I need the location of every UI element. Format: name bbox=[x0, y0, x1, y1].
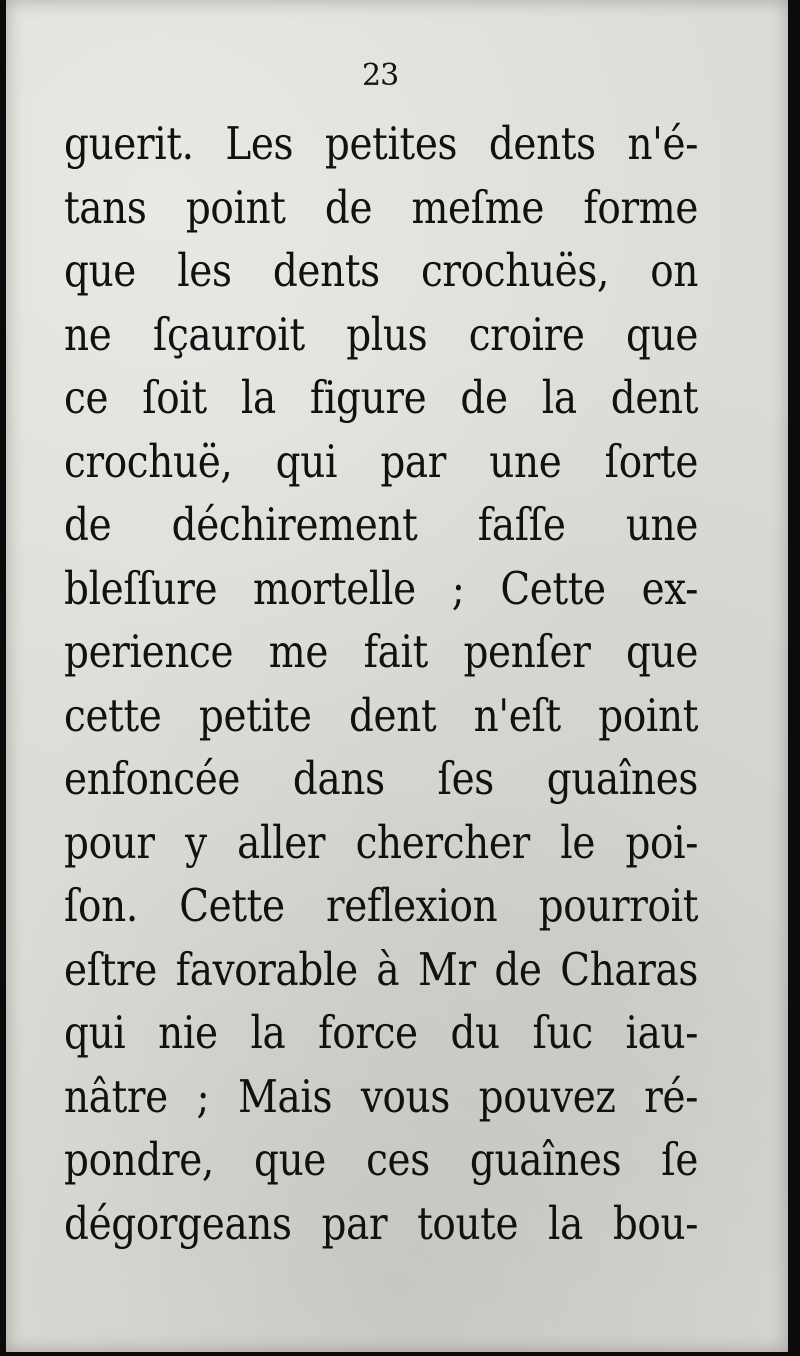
text-line: guerit. Les petites dents n'é- bbox=[64, 117, 699, 170]
text-line: que les dents crochuës, on bbox=[64, 244, 699, 297]
page-number: 23 bbox=[362, 58, 399, 93]
scan-edge-bottom bbox=[0, 1352, 800, 1356]
text-line: ſon. Cette reflexion pourroit bbox=[64, 879, 699, 932]
text-line: crochuë, qui par une ſorte bbox=[64, 434, 699, 488]
text-line: ce ſoit la figure de la dent bbox=[64, 371, 699, 424]
text-line: perience me fait penſer que bbox=[64, 625, 699, 678]
text-line: nâtre ; Mais vous pouvez ré- bbox=[64, 1069, 699, 1123]
book-page bbox=[6, 0, 788, 1352]
body-text bbox=[64, 112, 698, 1255]
text-line: dégorgeans par toute la bou- bbox=[64, 1196, 699, 1250]
text-line: qui nie la force du ſuc iau- bbox=[64, 1006, 699, 1059]
text-line: enfoncée dans ſes guaînes bbox=[64, 752, 699, 805]
text-line: bleſſure mortelle ; Cette ex- bbox=[64, 561, 699, 615]
text-line: tans point de meſme forme bbox=[64, 180, 699, 234]
text-line: pondre, que ces guaînes ſe bbox=[64, 1133, 699, 1186]
text-line: pour y aller chercher le poi- bbox=[64, 815, 699, 869]
scan-edge-right bbox=[788, 0, 800, 1356]
text-line: eſtre favorable à Mr de Charas bbox=[64, 942, 699, 996]
text-line: ne ſçauroit plus croire que bbox=[64, 307, 699, 361]
text-line: de déchirement faſſe une bbox=[64, 498, 699, 551]
text-line: cette petite dent n'eſt point bbox=[64, 688, 699, 742]
